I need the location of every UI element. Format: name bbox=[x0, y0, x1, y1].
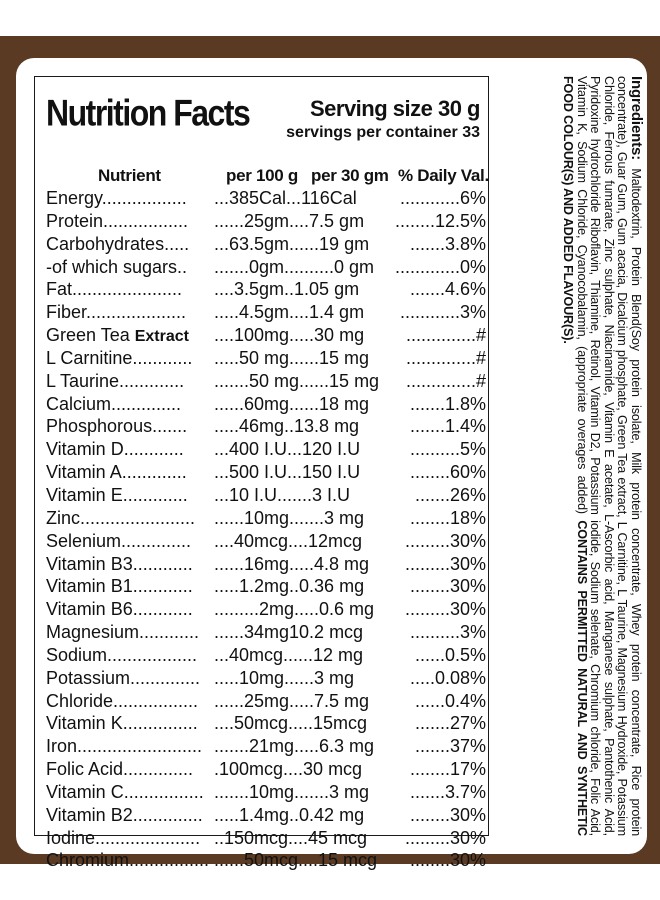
nutrient-row bbox=[46, 347, 486, 370]
nutrient-daily-value: .........30% bbox=[404, 827, 486, 848]
nutrient-name-text: Fiber.................... bbox=[46, 302, 187, 323]
nutrient-row bbox=[46, 233, 486, 256]
nutrient-row bbox=[46, 690, 486, 713]
nutrient-amounts: .......21mg.....6.3 mg bbox=[214, 736, 375, 757]
nutrient-name bbox=[46, 644, 197, 666]
nutrient-name bbox=[46, 324, 189, 348]
column-header-daily-value: % Daily Val. bbox=[398, 166, 489, 185]
nutrient-name bbox=[46, 187, 187, 209]
nutrient-name-text: Vitamin B3............ bbox=[46, 553, 193, 574]
nutrient-name bbox=[46, 621, 199, 643]
nutrient-name-text: Fat...................... bbox=[46, 279, 183, 300]
nutrient-row bbox=[46, 507, 486, 530]
nutrient-name-text: Vitamin K............... bbox=[46, 713, 198, 734]
nutrient-amounts: ......60mg......18 mg bbox=[214, 393, 370, 414]
nutrient-name bbox=[46, 461, 187, 483]
nutrient-amounts: ......16mg.....4.8 mg bbox=[214, 553, 370, 574]
nutrient-row bbox=[46, 301, 486, 324]
nutrient-row bbox=[46, 187, 486, 210]
nutrient-daily-value: .........30% bbox=[404, 530, 486, 551]
nutrient-name bbox=[46, 758, 193, 780]
nutrient-table bbox=[46, 187, 486, 872]
nutrient-row bbox=[46, 256, 486, 279]
nutrient-amounts: ..150mcg....45 mcg bbox=[214, 827, 368, 848]
nutrient-amounts: .....46mg..13.8 mg bbox=[214, 416, 360, 437]
nutrient-amounts: .......10mg.......3 mg bbox=[214, 781, 370, 802]
nutrient-daily-value: ..............# bbox=[405, 325, 486, 346]
nutrient-daily-value: .........30% bbox=[404, 553, 486, 574]
ingredients-panel bbox=[495, 76, 643, 836]
nutrient-daily-value: ............6% bbox=[399, 188, 486, 208]
nutrient-name-text: Carbohydrates..... bbox=[46, 233, 190, 254]
nutrient-row bbox=[46, 849, 486, 872]
nutrient-amounts: ...40mcg......12 mg bbox=[214, 644, 364, 665]
nutrient-name bbox=[46, 827, 200, 849]
nutrient-name-text: Chromium................ bbox=[46, 850, 210, 871]
nutrient-name-bold: Extract bbox=[134, 328, 189, 346]
nutrient-name bbox=[46, 393, 181, 415]
nutrient-daily-value: ..............# bbox=[405, 370, 486, 391]
nutrient-name bbox=[46, 370, 184, 392]
nutrient-name bbox=[46, 804, 203, 826]
nutrient-amounts: ......10mg.......3 mg bbox=[214, 507, 365, 528]
nutrient-amounts: .....1.4mg..0.42 mg bbox=[214, 804, 365, 825]
ingredients-contains-statement: CONTAINS PERMITTED NATURAL AND SYNTHETIC FOOD COLOUR(S) AND ADDED FLAVOUR(S). bbox=[561, 76, 589, 836]
nutrient-name-text: Protein................. bbox=[46, 210, 189, 231]
nutrient-row bbox=[46, 667, 486, 690]
nutrient-row bbox=[46, 598, 486, 621]
nutrient-amounts: ......50mcg....15 mcg bbox=[214, 850, 378, 871]
nutrient-name-text: Potassium.............. bbox=[46, 667, 201, 688]
nutrient-row bbox=[46, 712, 486, 735]
nutrient-name bbox=[46, 507, 195, 529]
nutrient-name bbox=[46, 233, 189, 255]
nutrient-name bbox=[46, 530, 191, 552]
nutrient-name-text: Iodine..................... bbox=[46, 827, 201, 848]
nutrient-name bbox=[46, 438, 184, 460]
nutrient-row bbox=[46, 575, 486, 598]
nutrient-amounts: ......34mg10.2 mcg bbox=[214, 622, 364, 643]
nutrient-daily-value: ..............# bbox=[405, 347, 486, 368]
nutrient-daily-value: ........30% bbox=[409, 804, 486, 825]
nutrient-amounts: ....40mcg....12mcg bbox=[214, 530, 363, 551]
nutrient-amounts: .....4.5gm....1.4 gm bbox=[214, 302, 365, 323]
nutrient-daily-value: .......27% bbox=[414, 713, 486, 734]
nutrient-name bbox=[46, 667, 200, 689]
nutrient-amounts: .....50 mg......15 mg bbox=[214, 347, 370, 368]
nutrient-daily-value: .........30% bbox=[404, 599, 486, 620]
nutrient-daily-value: .......37% bbox=[414, 736, 486, 757]
nutrient-daily-value: .......1.8% bbox=[409, 393, 486, 414]
nutrient-name-text: Vitamin B2.............. bbox=[46, 804, 203, 825]
nutrient-row bbox=[46, 530, 486, 553]
nutrient-amounts: ...63.5gm......19 gm bbox=[214, 233, 370, 254]
nutrient-name-text: Sodium.................. bbox=[46, 644, 198, 665]
nutrient-name-text: Vitamin A............. bbox=[46, 462, 187, 483]
nutrient-amounts: .....1.2mg..0.36 mg bbox=[214, 576, 365, 597]
nutrient-daily-value: .............0% bbox=[394, 256, 486, 277]
nutrition-facts-title: Nutrition Facts bbox=[46, 92, 250, 134]
ingredients-text-rotated bbox=[495, 76, 643, 836]
nutrient-amounts: .....10mg......3 mg bbox=[214, 667, 355, 688]
nutrient-name-text: Calcium.............. bbox=[46, 393, 182, 414]
nutrient-amounts: ....100mg.....30 mg bbox=[214, 325, 365, 346]
nutrient-name-text: Vitamin D............ bbox=[46, 439, 184, 460]
nutrient-daily-value: ..........3% bbox=[409, 622, 486, 643]
nutrient-name bbox=[46, 735, 202, 757]
nutrient-name-text: Vitamin B1............ bbox=[46, 576, 193, 597]
nutrient-name bbox=[46, 712, 198, 734]
nutrient-name-text: Vitamin C................ bbox=[46, 781, 204, 802]
nutrient-name-text: Green Tea bbox=[46, 325, 135, 346]
nutrient-row bbox=[46, 393, 486, 416]
nutrient-amounts: .........2mg.....0.6 mg bbox=[214, 599, 375, 620]
nutrient-daily-value: ..........5% bbox=[409, 439, 486, 460]
nutrient-amounts: ...385Cal...116Cal bbox=[214, 188, 357, 208]
nutrient-name bbox=[46, 256, 187, 278]
nutrient-name bbox=[46, 575, 193, 597]
nutrient-row bbox=[46, 370, 486, 393]
nutrient-amounts: ...400 I.U...120 I.U bbox=[214, 439, 361, 460]
nutrient-amounts: ......25gm....7.5 gm bbox=[214, 210, 365, 231]
nutrient-daily-value: .......26% bbox=[414, 484, 486, 505]
nutrient-name bbox=[46, 347, 192, 369]
nutrient-daily-value: .....0.08% bbox=[409, 667, 486, 688]
nutrient-daily-value: ........17% bbox=[409, 759, 486, 780]
nutrient-daily-value: ........30% bbox=[409, 850, 486, 871]
ingredients-list: Maltodextrin, Protein Blend(Soy protein isolate, Milk protein concentrate, Whey protein concentrate, Rice protein concentrate), Guar Gum, Gum acacia, Dicalcium phosphate, Green Tea extract, L Carnitine, L Taurine, Magnesium Hydroxide, Potassium Chloride, Ferrous fumarate, Zinc sulphate, Niacinamide, Vitamin E acetate, L-Ascorbic acid, Manganese sulphate, Pantothenic Acid, Pyridoxine hydrochloride Riboflavin, Thiamine, Retinol, Vitamin D2, Potassium iodide, Sodium selenate, Chromium chloride, Folic Acid, Vitamin K, Sodium Chloride, Cyanocobalamin, (appropriate overages added) bbox=[574, 76, 643, 836]
nutrient-daily-value: .......3.8% bbox=[409, 233, 486, 254]
nutrient-amounts: .......0gm..........0 gm bbox=[214, 256, 375, 277]
nutrient-row bbox=[46, 804, 486, 827]
nutrient-daily-value: .......3.7% bbox=[409, 781, 486, 802]
nutrient-name bbox=[46, 210, 188, 232]
nutrient-amounts: ....50mcg.....15mcg bbox=[214, 713, 368, 734]
nutrient-name-text: Folic Acid.............. bbox=[46, 759, 194, 780]
nutrient-row bbox=[46, 781, 486, 804]
nutrient-name bbox=[46, 781, 204, 803]
nutrient-name-text: Iron......................... bbox=[46, 736, 203, 757]
nutrient-daily-value: ............3% bbox=[399, 302, 486, 323]
nutrient-row bbox=[46, 278, 486, 301]
nutrient-name-text: Vitamin E............. bbox=[46, 484, 188, 505]
nutrient-row bbox=[46, 827, 486, 850]
nutrient-amounts: .......50 mg......15 mg bbox=[214, 370, 380, 391]
nutrient-amounts: .100mcg....30 mcg bbox=[214, 759, 363, 780]
nutrient-name bbox=[46, 598, 193, 620]
ingredients-title: Ingredients: bbox=[628, 76, 645, 161]
nutrient-daily-value: .......4.6% bbox=[409, 279, 486, 300]
nutrient-daily-value: ......0.4% bbox=[414, 690, 486, 711]
nutrient-row bbox=[46, 438, 486, 461]
nutrient-name bbox=[46, 278, 182, 300]
nutrient-name bbox=[46, 849, 209, 871]
nutrient-row bbox=[46, 324, 486, 347]
nutrient-name-text: Magnesium............ bbox=[46, 622, 200, 643]
nutrient-name bbox=[46, 301, 186, 323]
nutrient-name bbox=[46, 553, 193, 575]
nutrient-row bbox=[46, 415, 486, 438]
nutrient-name-text: L Carnitine............ bbox=[46, 347, 193, 368]
nutrient-amounts: ....3.5gm..1.05 gm bbox=[214, 279, 360, 300]
nutrient-name-text: L Taurine............. bbox=[46, 370, 185, 391]
nutrient-name-text: Vitamin B6............ bbox=[46, 599, 193, 620]
nutrient-name bbox=[46, 415, 187, 437]
column-header-nutrient: Nutrient bbox=[98, 166, 161, 185]
serving-size: Serving size 30 g bbox=[309, 96, 480, 121]
nutrient-row bbox=[46, 758, 486, 781]
nutrient-name-text: Zinc....................... bbox=[46, 507, 196, 528]
nutrient-row bbox=[46, 461, 486, 484]
nutrient-row bbox=[46, 621, 486, 644]
column-header-per-100g: per 100 g bbox=[226, 166, 298, 185]
nutrient-row bbox=[46, 644, 486, 667]
nutrient-name-text: Chloride................. bbox=[46, 690, 199, 711]
nutrient-daily-value: ........18% bbox=[409, 507, 486, 528]
nutrient-row bbox=[46, 484, 486, 507]
nutrient-name-text: Energy................. bbox=[46, 188, 187, 208]
nutrient-row bbox=[46, 553, 486, 576]
nutrient-amounts: ...500 I.U...150 I.U bbox=[214, 462, 361, 483]
nutrient-daily-value: ......0.5% bbox=[414, 644, 486, 665]
nutrient-daily-value: ........60% bbox=[409, 462, 486, 483]
servings-per-container: servings per container 33 bbox=[286, 124, 480, 141]
column-header-per-30gm: per 30 gm bbox=[311, 166, 389, 185]
nutrient-name bbox=[46, 484, 188, 506]
nutrient-daily-value: .......1.4% bbox=[409, 416, 486, 437]
nutrient-row bbox=[46, 735, 486, 758]
nutrient-name bbox=[46, 690, 198, 712]
nutrient-row bbox=[46, 210, 486, 233]
nutrient-daily-value: ........30% bbox=[409, 576, 486, 597]
nutrient-amounts: ...10 I.U.......3 I.U bbox=[214, 484, 351, 505]
nutrient-amounts: ......25mg.....7.5 mg bbox=[214, 690, 370, 711]
nutrient-name-text: -of which sugars.. bbox=[46, 256, 188, 277]
nutrient-name-text: Selenium.............. bbox=[46, 530, 192, 551]
nutrient-name-text: Phosphorous....... bbox=[46, 416, 188, 437]
nutrient-daily-value: ........12.5% bbox=[394, 210, 486, 231]
